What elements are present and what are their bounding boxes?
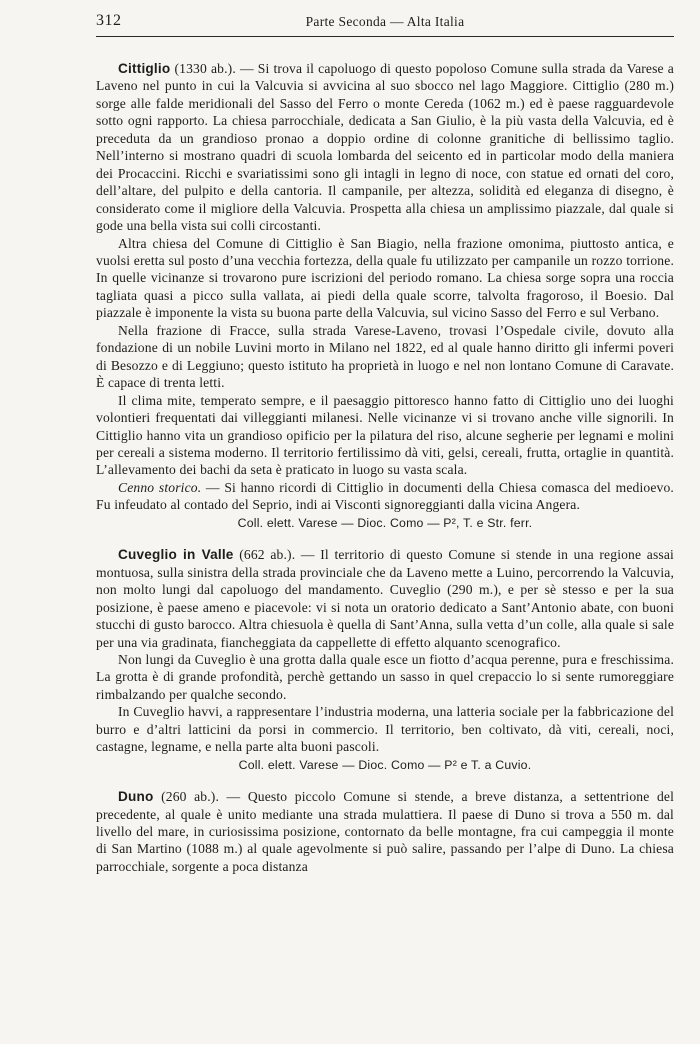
running-title: Parte Seconda — Alta Italia <box>305 14 465 29</box>
paragraph: Il clima mite, temperato sempre, e il paesaggio pittoresco hanno fatto di Cittiglio uno dei luoghi volontieri frequentati dai villeggianti milanesi. Nelle vicinanze vi si trovano anche ville signorili. In Cittiglio hanno vita un grandioso opificio per la pilatura del riso, alcune segherie per legnami e molini per cereali a sistema moderno. Il territorio fertilissimo dà viti, gelsi, cereali, frutta, ortaglie in quantità. L’allevamento dei bachi da seta è praticato in luogo su vasta scala. <box>96 392 674 478</box>
paragraph: Non lungi da Cuveglio è una grotta dalla quale esce un fiotto d’acqua perenne, pura e freschissima. La grotta è di grande profondità, perchè gettando un sasso in quel crepaccio lo si sente rumoreggiare rimbalzando per qualche secondo. <box>96 651 674 702</box>
paragraph-text: (260 ab.). — Questo piccolo Comune si stende, a breve distanza, a settentrione del precedente, al quale è unito mediante una strada mulattiera. Il paese di Duno si trova a 550 m. dal livello del mare, in curiosissima posizione, contornato da belle montagne, fra cui campeggia il monte di San Martino (1088 m.) al quale agevolmente si può salire, passando per l’alpe di Duno. La chiesa parrocchiale, sorgente a poca distanza <box>96 789 674 874</box>
paragraph: In Cuveglio havvi, a rappresentare l’industria moderna, una latteria sociale per la fabbricazione del burro e d’altri latticini da porsi in commercio. Il territorio, ben coltivato, dà viti, cereali, noci, castagne, legname, e nella parte alta buoni pascoli. <box>96 704 674 755</box>
entry-title: Cittiglio <box>118 61 171 76</box>
entry-note: Coll. elett. Varese — Dioc. Como — P² e T. a Cuvio. <box>238 757 532 772</box>
paragraph <box>96 546 674 651</box>
paragraph: Altra chiesa del Comune di Cittiglio è San Biagio, nella frazione omonima, piuttosto antica, e vuolsi eretta sul posto d’una vecchia fortezza, della quale fu utilizzato per campanile un rozzo torrione. In quelle vicinanze si trovarono pure iscrizioni del periodo romano. La chiesa sorge sopra una roccia tagliata quasi a picco sulla vallata, ai piedi della quale scorre, talvolta fragoroso, il Boesio. Dal piazzale è imponente la vista su buona parte della Valcuvia, sul vicino Sasso del Ferro e sul Verbano. <box>96 235 674 321</box>
cenno-storico-label: Cenno storico. <box>118 479 202 495</box>
paragraph: Nella frazione di Fracce, sulla strada Varese-Laveno, trovasi l’Ospedale civile, dovuto alla fondazione di un nobile Luvini morto in Milano nel 1822, ed al quale hanno diritto gli infermi poveri di Besozzo e di Leggiuno; questo istituto ha proprietà in luogo e nel non lontano Comune di Caravate. È capace di trenta letti. <box>96 322 674 391</box>
entry-title: Duno <box>118 789 154 805</box>
paragraph <box>96 60 674 235</box>
paragraph-text: — Si hanno ricordi di Cittiglio in documenti della Chiesa comasca del medioevo. Fu infeudato al contado del Seprio, indi ai Visconti signoreggianti dalla vicina Angera. <box>96 479 674 513</box>
entry-title: Cuveglio in Valle <box>118 547 234 563</box>
page-number: 312 <box>96 12 122 29</box>
paragraph <box>96 479 674 514</box>
page-header <box>96 10 674 37</box>
entry-note: Coll. elett. Varese — Dioc. Como — P², T. e Str. ferr. <box>237 515 533 530</box>
entry-duno <box>96 788 674 875</box>
entry-cittiglio <box>96 60 674 532</box>
paragraph-text: (1330 ab.). — Si trova il capoluogo di questo popoloso Comune sulla strada da Varese a Laveno nel punto in cui la Valcuvia si avvicina al suo sbocco nel lago Maggiore. Cittiglio (280 m.) sorge alle falde meridionali del Sasso del Ferro o monte Cereda (1062 m.) ed è paese ragguardevole sotto ogni rapporto. La chiesa parrocchiale, dedicata a San Giulio, è la più vasta della Valcuvia, ed è preceduta da un grandioso pronao a doppio ordine di colonne granitiche di bellissimo taglio. Nell’interno si mostrano quadri di scuola lombarda del seicento ed in particolar modo della maniera dei Procaccini. Ricchi e svariatissimi sono gli intagli in legno di noce, con statue ed ornati del coro, dell’altare, del pulpito e della cantoria. Il campanile, per altezza, solidità ed eleganza di disegno, è considerato come il migliore della Valcuvia. Prospetta alla chiesa un amplissimo piazzale, dal quale si gode una bella vista sui colli circostanti. <box>96 61 674 234</box>
entry-cuveglio <box>96 546 674 774</box>
paragraph-text: (662 ab.). — Il territorio di questo Comune si stende in una regione assai montuosa, sulla sinistra della strada provinciale che da Laveno mette a Luino, percorrendo la Valcuvia, non molto lungi dal capoluogo del mandamento. Cuveglio (290 m.), e per sè stesso e per la sua posizione, è paese ameno e piacevole: vi si nota un oratorio dedicato a Sant’Antonio abate, con buoni stucchi di gusto barocco. Altra chiesuola è quella di Sant’Anna, sulla vetta d’un colle, alla quale si sale per una via gradinata, fiancheggiata da cappellette di effetto alquanto scenografico. <box>96 547 674 650</box>
page-body <box>96 60 674 889</box>
paragraph <box>96 788 674 875</box>
